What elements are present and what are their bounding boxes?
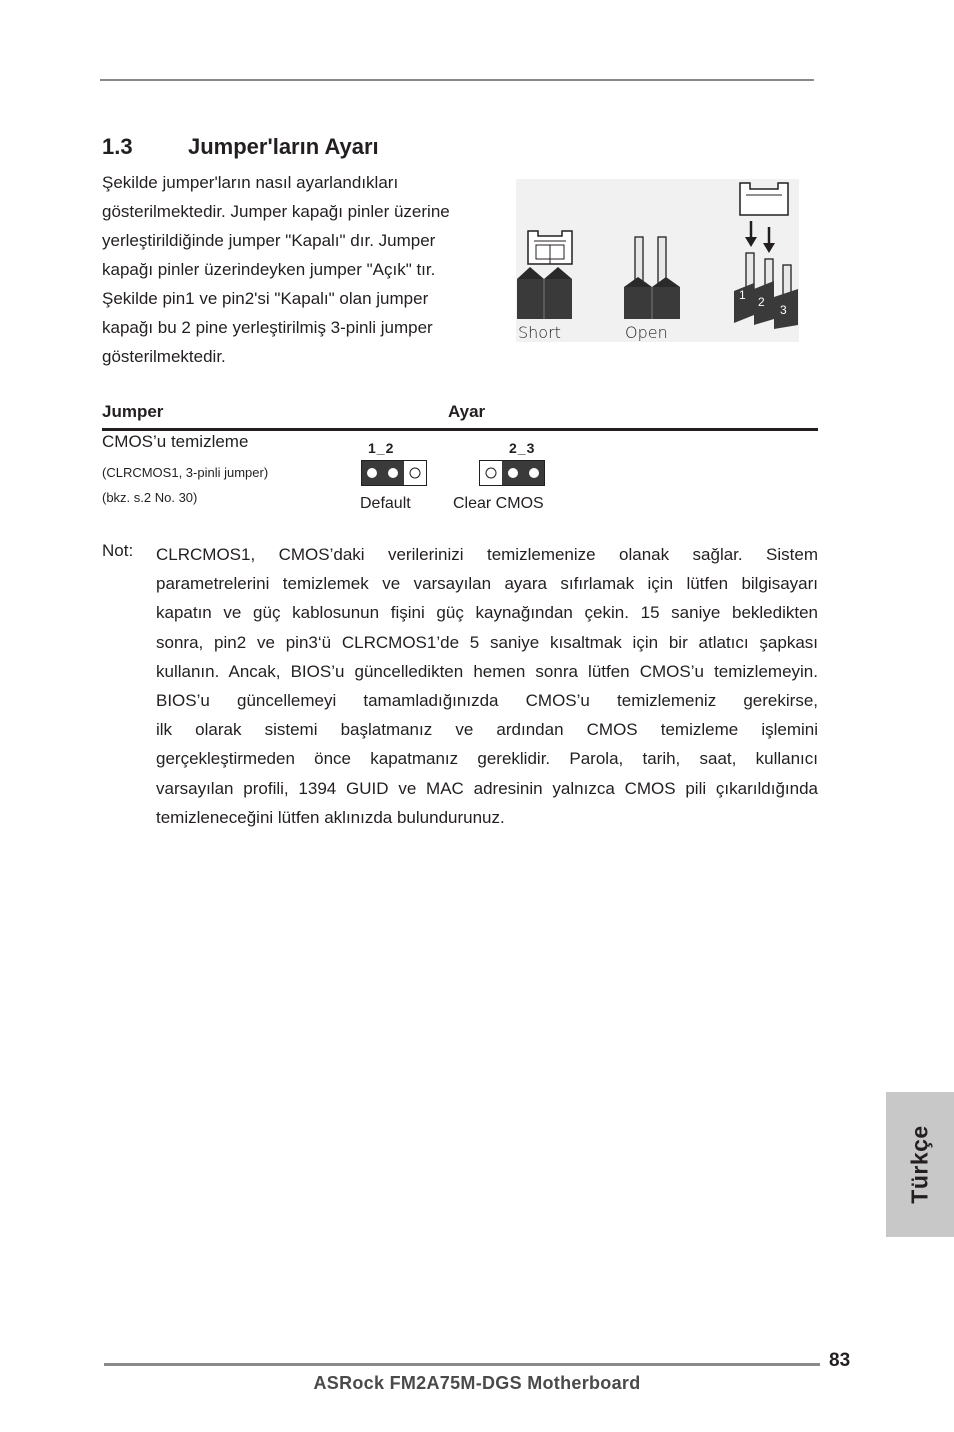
intro-line: Şekilde pin1 ve pin2'si "Kapalı" olan jumper xyxy=(102,289,429,308)
default-caption: Default xyxy=(360,495,411,512)
short-label: Short xyxy=(518,323,561,342)
row-reference: (bkz. s.2 No. 30) xyxy=(102,490,198,505)
intro-line: gösterilmektedir. xyxy=(102,347,226,366)
intro-line: Şekilde jumper'ların nasıl ayarlandıkları xyxy=(102,173,399,192)
clear-cmos-jumper-diagram xyxy=(479,460,545,486)
note-line: ilk olarak sistemi başlatmanız ve ardından CMOS temizleme işlemini xyxy=(156,720,818,740)
table-header-setting: Ayar xyxy=(448,402,486,421)
jumper-figure xyxy=(516,179,799,342)
top-rule xyxy=(100,79,814,81)
note-line: gerçekleştirmeden önce kapatmanız gereklidir. Parola, tarih, saat, kullanıcı xyxy=(156,749,818,769)
row-detail: (CLRCMOS1, 3-pinli jumper) xyxy=(102,465,269,480)
note-line: kapatın ve güç kablosunun fişini güç kaynağından çekin. 15 saniye bekledikten xyxy=(156,603,818,623)
short-jumper-illustration xyxy=(517,231,572,319)
note-line: varsayılan profili, 1394 GUID ve MAC adresinin yalnızca CMOS pili çıkarıldığında xyxy=(156,778,818,798)
intro-line: kapağı bu 2 pine yerleştirilmiş 3-pinli jumper xyxy=(102,318,433,337)
page-number: 83 xyxy=(829,1350,851,1371)
open-label: Open xyxy=(625,323,668,342)
intro-line: kapağı pinler üzerindeyken jumper "Açık" tır. xyxy=(102,260,436,279)
jumper-illustration xyxy=(516,179,799,342)
language-tab-label-wrap xyxy=(886,1092,954,1237)
section-title: Jumper'ların Ayarı xyxy=(188,134,379,159)
table-header-jumper: Jumper xyxy=(102,402,164,421)
default-jumper-diagram xyxy=(361,460,427,486)
note-line: parametrelerini temizlemek ve varsayılan ayara sıfırlamak için lütfen bilgisayarı xyxy=(156,574,818,594)
pin-number-2: 2 xyxy=(758,295,765,309)
clear-pins-label: 2_3 xyxy=(509,440,536,456)
open-jumper-illustration xyxy=(624,237,680,319)
pin-number-3: 3 xyxy=(780,303,787,317)
section-number: 1.3 xyxy=(102,134,133,159)
pin-number-1: 1 xyxy=(739,288,746,302)
note-line: sonra, pin2 ve pin3‘ü CLRCMOS1’de 5 saniye kısaltmak için bir atlatıcı şapkası xyxy=(156,632,818,652)
three-pin-jumper-illustration xyxy=(734,183,798,329)
note-label: Not: xyxy=(102,541,134,560)
section-heading xyxy=(102,134,379,160)
clear-cmos-caption: Clear CMOS xyxy=(453,495,544,512)
table-rule xyxy=(102,428,818,431)
note-line: temizleneceğini lütfen aklınızda bulundurunuz. xyxy=(156,807,505,827)
note-line: BIOS’u güncellemeyi tamamladığınızda CMOS’u temizlemeniz gerekirse, xyxy=(156,691,818,711)
bottom-rule xyxy=(104,1363,820,1366)
row-name: CMOS’u temizleme xyxy=(102,432,249,451)
intro-line: yerleştirildiğinde jumper "Kapalı" dır. Jumper xyxy=(102,231,436,250)
intro-paragraph xyxy=(102,168,502,371)
note-line: CLRCMOS1, CMOS’daki verilerinizi temizlemenize olanak sağlar. Sistem xyxy=(156,545,818,564)
note-paragraph xyxy=(156,540,818,832)
footer-title: ASRock FM2A75M-DGS Motherboard xyxy=(313,1373,641,1393)
note-line: kullanın. Ancak, BIOS’u güncelledikten hemen sonra lütfen CMOS’u temizlemeyin. xyxy=(156,661,818,681)
default-pins-label: 1_2 xyxy=(368,440,395,456)
language-tab-label: Türkçe xyxy=(906,1125,933,1204)
intro-line: gösterilmektedir. Jumper kapağı pinler üzerine xyxy=(102,202,450,221)
